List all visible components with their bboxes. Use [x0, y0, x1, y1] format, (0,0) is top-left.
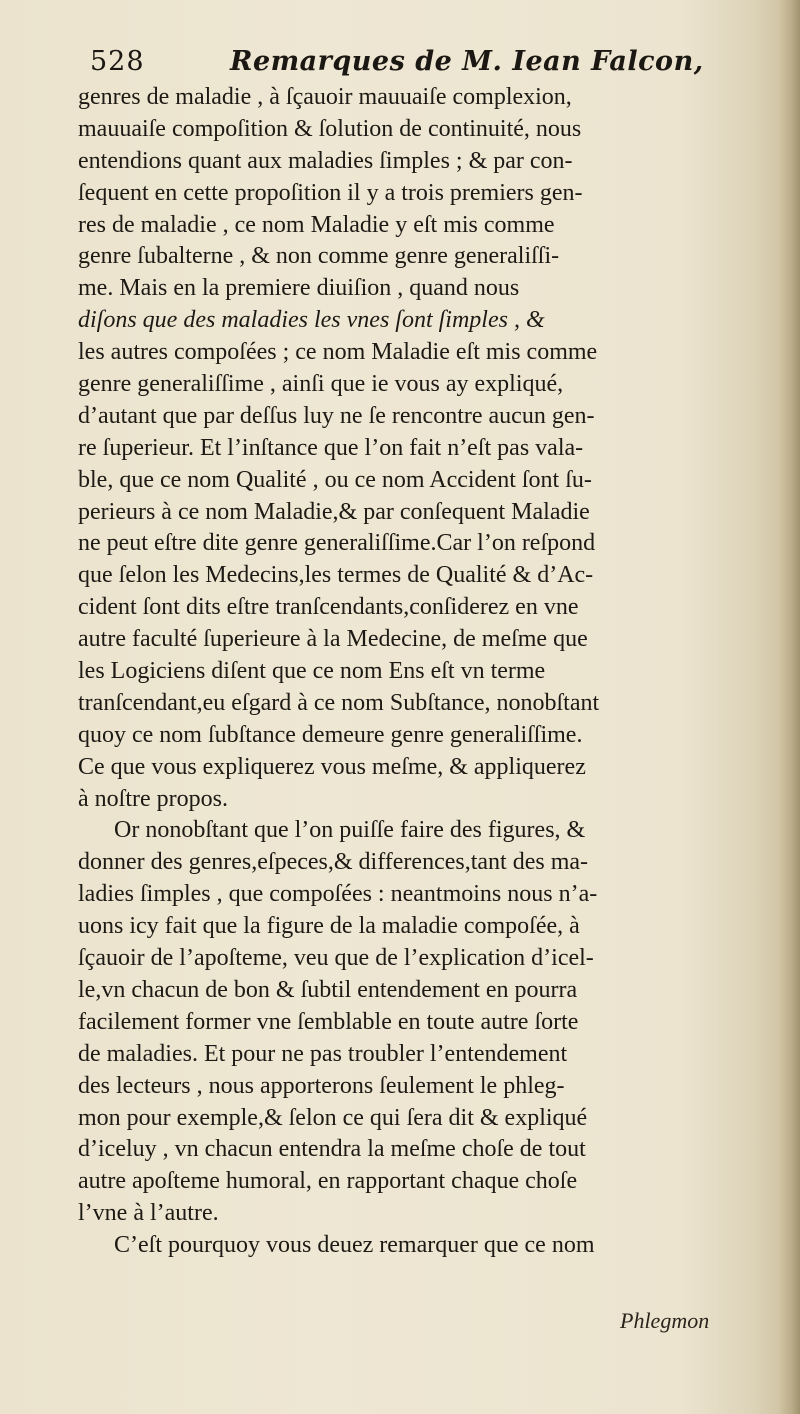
text-line: genre ſubalterne , & non comme genre generaliſſi- [78, 243, 560, 270]
text-line: Ce que vous expliquerez vous meſme, & appliquerez [78, 753, 586, 780]
text-line: diſons que des maladies les vnes ſont ſimples , & [78, 307, 545, 334]
text-line: ble, que ce nom Qualité , ou ce nom Accident ſont ſu- [78, 466, 592, 493]
text-line: me. Mais en la premiere diuiſion , quand nous [78, 275, 520, 302]
text-line: perieurs à ce nom Maladie,& par conſequent Maladie [78, 498, 590, 525]
text-line: quoy ce nom ſubſtance demeure genre generaliſſime. [78, 721, 583, 748]
text-line: genres de maladie , à ſçauoir mauuaiſe complexion, [78, 84, 572, 110]
text-line: mauuaiſe compoſition & ſolution de continuité, nous [78, 115, 582, 142]
text-line: ladies ſimples , que compoſées : neantmoins nous n’a- [78, 881, 598, 908]
text-line: res de maladie , ce nom Maladie y eſt mis comme [78, 211, 555, 238]
text-line: genre generaliſſime , ainſi que ie vous ay expliqué, [78, 371, 564, 398]
text-line: à noſtre propos. [78, 785, 228, 812]
text-line: que ſelon les Medecins,les termes de Qualité & d’Ac- [78, 562, 594, 589]
catchword: Phlegmon [620, 1308, 710, 1333]
running-title: Remarques de M. Iean Falcon, [230, 46, 704, 77]
text-line: de maladies. Et pour ne pas troubler l’entendement [78, 1040, 568, 1067]
text-line: uons icy fait que la figure de la maladie compoſée, à [78, 913, 580, 940]
text-line: d’iceluy , vn chacun entendra la meſme choſe de tout [78, 1136, 586, 1163]
text-line: entendions quant aux maladies ſimples ; & par con- [78, 147, 573, 174]
page-edge-shadow [778, 0, 800, 1414]
text-line: facilement former vne ſemblable en toute autre ſorte [78, 1008, 579, 1035]
text-line: ne peut eſtre dite genre generaliſſime.Car l’on reſpond [78, 530, 596, 557]
text-line: re ſuperieur. Et l’inſtance que l’on fait n’eſt pas vala- [78, 434, 584, 461]
page-number: 528 [90, 46, 145, 77]
text-line: mon pour exemple,& ſelon ce qui ſera dit & expliqué [78, 1104, 588, 1131]
text-line: l’vne à l’autre. [78, 1200, 219, 1227]
text-line: ſçauoir de l’apoſteme, veu que de l’explication d’icel- [78, 945, 594, 972]
text-line: d’autant que par deſſus luy ne ſe rencontre aucun gen- [78, 402, 595, 429]
text-line: C’eſt pourquoy vous deuez remarquer que ce nom [114, 1232, 595, 1259]
text-line: autre faculté ſuperieure à la Medecine, de meſme que [78, 626, 588, 653]
text-line: cident ſont dits eſtre tranſcendants,conſiderez en vne [78, 594, 579, 621]
text-line: le,vn chacun de bon & ſubtil entendement en pourra [78, 976, 578, 1003]
text-line: autre apoſteme humoral, en rapportant chaque choſe [78, 1168, 578, 1195]
text-line: ſequent en cette propoſition il y a trois premiers gen- [78, 179, 583, 206]
body-text [78, 82, 778, 1262]
text-line: les autres compoſées ; ce nom Maladie eſt mis comme [78, 339, 598, 366]
text-line: les Logiciens diſent que ce nom Ens eſt vn terme [78, 658, 546, 685]
text-line: Or nonobſtant que l’on puiſſe faire des figures, & [114, 817, 586, 844]
text-line: tranſcendant,eu eſgard à ce nom Subſtance, nonobſtant [78, 689, 600, 716]
text-line: donner des genres,eſpeces,& differences,tant des ma- [78, 849, 589, 876]
text-line: des lecteurs , nous apporterons ſeulement le phleg- [78, 1072, 565, 1099]
